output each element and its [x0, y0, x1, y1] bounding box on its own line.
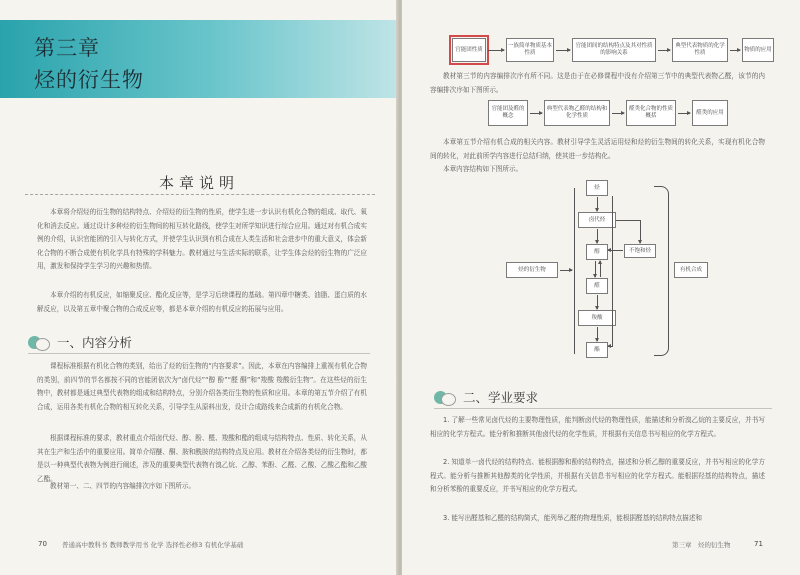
connector — [640, 220, 641, 243]
chapter-title: 烃的衍生物 — [34, 68, 144, 92]
node-acid: 羧酸 — [578, 310, 616, 326]
right-paragraph-2: 本章第五节介绍有机合成的相关内容。教材引导学生灵活运用烃和烃的衍生物间的转化关系，实现有机化合物间的转化，对此前所学内容进行总结归纳，使其进一步结构化。 — [430, 138, 765, 160]
node-halide: 卤代烃 — [578, 212, 616, 228]
intro-paragraph-1: 本章将介绍烃的衍生物的结构特点、介绍烃的衍生物的性质，使学生进一步认识有机化合物的组成、取代、氧化和消去反应。通过设计多种烃的衍生物间的相互转化路线，使学生对所学知识进行综合应用。通过对有机合成实例的介绍，认识官能团的引入与转化方式，并使学生认识到有机合成在人类生活和社会进步中的重大意义，体会新化合物的不断合成使有机化学具有特殊的学科魅力。教材通过与生活实际的联系，让学生体会烃的衍生物的广泛应用，激发和保持学生学习的兴趣和热情。 — [37, 208, 367, 270]
flow-arrow — [530, 113, 542, 114]
intro-paragraph-2: 本章介绍的有机反应，如缩聚反应、酯化反应等，是学习后续课程的基础。第四章中糖类、油脂、蛋白质的水解反应，以及第五章中聚合物的合成反应等，都是本章介绍的有机反应的拓展与应用。 — [37, 291, 367, 313]
flow2-step-3: 醛类化合物的性质概括 — [626, 100, 676, 126]
requirement-2: 2. 知道单一卤代烃的结构特点、能根据醇和酚的结构特点，描述和分析乙醇的重要反应，并书写相应的化学方程式。能分析与推断其他醇类的化学性质，并根据有关信息书写相应的化学方程式。能根据羟基的结构特点，描述和分析苯酚的重要反应，并书写相应的化学方程式。 — [430, 458, 765, 493]
chapter-banner — [0, 20, 398, 98]
flow-arrow — [612, 113, 624, 114]
page-number: 71 — [754, 540, 763, 548]
heading-underline — [28, 353, 370, 354]
right-paragraph-3: 本章内容结构如下图所示。 — [443, 165, 523, 173]
flow2-step-2: 典型代表物乙醛的结构和化学性质 — [544, 100, 610, 126]
connector — [612, 196, 613, 346]
flow1-step-4: 典型代表物质的化学性质 — [672, 38, 728, 62]
heading-text: 一、内容分析 — [57, 335, 133, 350]
connector — [574, 188, 575, 354]
page-footer: 普通高中教科书 教师教学用书 化学 选择性必修3 有机化学基础 — [62, 541, 244, 549]
arrow-down — [597, 197, 598, 211]
page-number: 70 — [38, 540, 47, 548]
right-paragraph-1: 教材第三节的内容编排次序有所不同。这是由于在必修课程中没有介绍第三节中的典型代表物乙醛，该节的内容编排次序如下图所示。 — [430, 72, 765, 94]
right-page — [402, 0, 800, 575]
node-hydrocarbon: 烃 — [586, 180, 608, 196]
analysis-paragraph-2: 根据课程标准的要求，教材重点介绍卤代烃、醇、酚、醛、羧酸和酯的组成与结构特点、性质、转化关系，从其在生产和生活中的重要应用。简单介绍醚、酮、胺和酰胺的结构特点及应用。教材在介绍各类烃的衍生物时，都是以一种典型代表物为例进行阐述，涉及的重要典型代表物有溴乙烷、乙醇、苯酚、乙醛、乙酸、乙酸乙酯和乙酸乙酯。 — [37, 434, 367, 483]
arrow-down — [597, 327, 598, 341]
analysis-paragraph-3: 教材第一、二、四节的内容编排次序如下图所示。 — [50, 482, 196, 490]
divider — [25, 194, 375, 195]
left-page — [0, 0, 398, 575]
arrow-down — [597, 229, 598, 243]
node-aldehyde: 醛 — [586, 278, 608, 294]
flow2-step-4: 醛类的应用 — [692, 100, 728, 126]
flow1-step-5: 物质的应用 — [742, 38, 774, 62]
section-bullet-icon — [28, 335, 50, 350]
heading-content-analysis — [28, 333, 132, 351]
requirement-3: 3. 能写出醛基和乙醛的结构简式，能列举乙醛的物理性质，能根据醛基的结构特点描述和 — [443, 514, 702, 522]
section-title: 本章说明 — [158, 174, 239, 192]
arrow-up — [600, 261, 601, 277]
bracket — [654, 186, 669, 356]
node-ester: 酯 — [586, 342, 608, 358]
flow2-step-1: 官能团及醛的概念 — [488, 100, 528, 126]
analysis-paragraph-1: 课程标准根据有机化合物的类别，给出了烃的衍生物的“内容要求”。因此，本章在内容编排上重视有机化合物的类别，前四节的节名都按不同的官能团依次为“卤代烃”“醇 酚”“醛 酮”和“羧酸 羧酸衍生物”。在这些烃的衍生物中，教材都是通过典型代表物的组成和结构特点，分别介绍各类衍生物的性质和应用。本章的第五节介绍了有机合成，运用各类有机化合物的相互转化关系，引导学生从原料出发，设计合成路线来合成新的有机化合物。 — [37, 362, 367, 411]
heading-underline — [434, 408, 772, 409]
flow-arrow — [678, 113, 690, 114]
flow1-step-3: 官能团间的结构特点及其对性质的影响关系 — [572, 38, 656, 62]
node-target: 有机合成 — [674, 262, 708, 278]
section-bullet-icon — [434, 390, 456, 405]
flow-arrow — [488, 50, 504, 51]
arrow-down — [597, 295, 598, 309]
node-alcohol: 醇 — [586, 244, 608, 260]
connector — [608, 346, 613, 347]
flow-arrow — [560, 270, 572, 271]
page-footer: 第三章 烃的衍生物 — [672, 541, 731, 549]
heading-text: 二、学业要求 — [463, 390, 539, 405]
flow-arrow — [556, 50, 570, 51]
flow-arrow — [730, 50, 740, 51]
flow1-step-1: 官能团性质 — [452, 38, 486, 62]
heading-academic-requirements — [434, 388, 538, 406]
arrow-down — [595, 261, 596, 277]
chapter-number: 第三章 — [34, 36, 100, 60]
requirement-1: 1. 了解一些常见卤代烃的主要物理性质，能判断卤代烃的物理性质，能描述和分析溴乙烷的主要反应，并书写相应的化学方程式。能分析和推断其他卤代烃的化学性质，并根据有关信息书写相应的化学方程式。 — [430, 416, 765, 438]
flow1-step-2: 一族简单物质基本性质 — [506, 38, 554, 62]
flow-arrow — [658, 50, 670, 51]
connector — [616, 220, 640, 221]
node-source: 烃的衍生物 — [506, 262, 558, 278]
node-unsaturated: 不饱和烃 — [624, 244, 656, 258]
connector — [608, 250, 623, 251]
